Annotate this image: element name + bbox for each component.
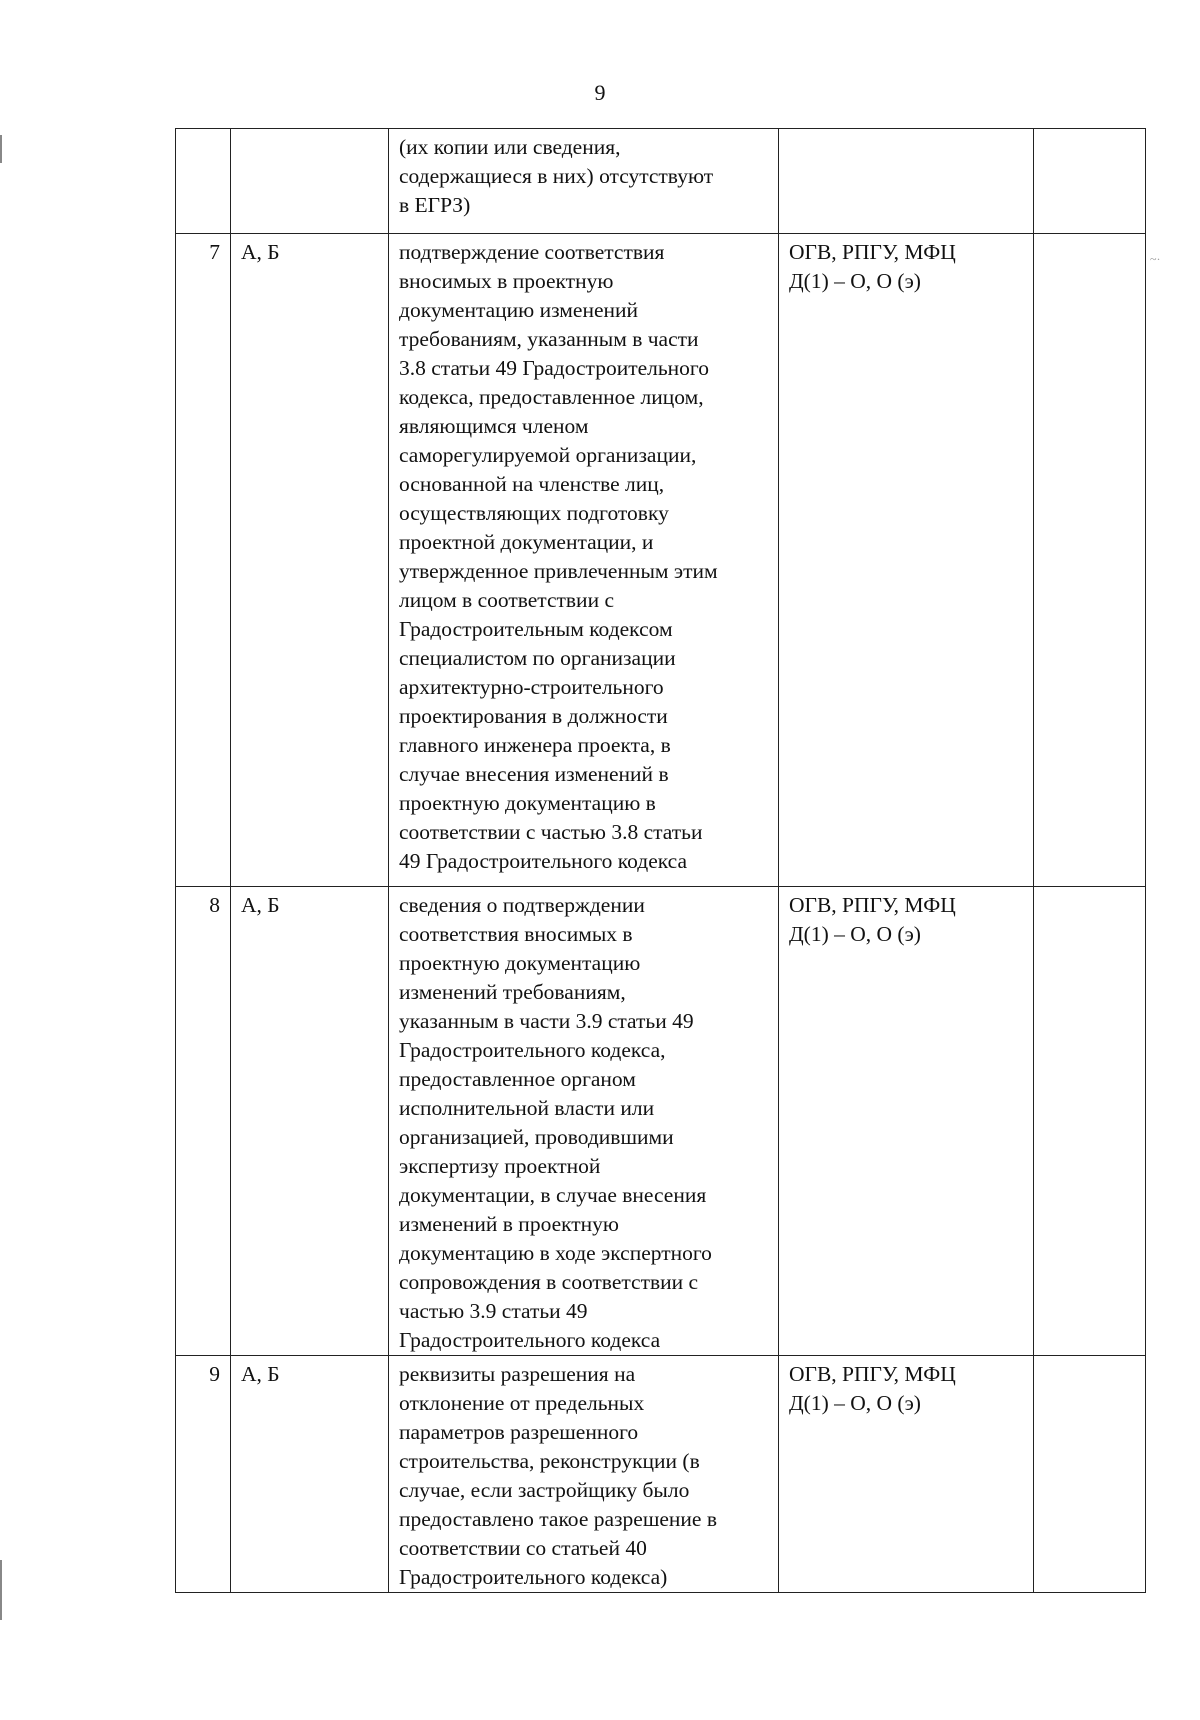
description-line: исполнительной власти или: [399, 1096, 655, 1120]
description-line: соответствии со статьей 40: [399, 1536, 647, 1560]
submission-method-cell: [779, 1356, 1034, 1593]
description-line: проектирования в должности: [399, 704, 668, 728]
description-line: 3.8 статьи 49 Градостроительного: [399, 356, 709, 380]
table-row: [176, 129, 1146, 234]
description-line: сопровождения в соответствии с: [399, 1270, 699, 1294]
description-line: главного инженера проекта, в: [399, 733, 671, 757]
applicant-category-cell: [231, 129, 389, 234]
extra-cell: [1034, 887, 1146, 1356]
table-row: [176, 234, 1146, 887]
description-line: утвержденное привлеченным этим: [399, 559, 718, 583]
submission-form: Д(1) – О, О (э): [789, 1391, 921, 1415]
description-line: сведения о подтверждении: [399, 893, 645, 917]
document-table: [175, 128, 1146, 1593]
applicant-category-cell: А, Б: [231, 887, 389, 1356]
description-line: (их копии или сведения,: [399, 135, 621, 159]
description-line: Градостроительным кодексом: [399, 617, 673, 641]
description-line: требованиям, указанным в части: [399, 327, 699, 351]
submission-form: Д(1) – О, О (э): [789, 922, 921, 946]
description-line: документацию в ходе экспертного: [399, 1241, 712, 1265]
extra-cell: [1034, 234, 1146, 887]
description-line: строительства, реконструкции (в: [399, 1449, 700, 1473]
description-line: вносимых в проектную: [399, 269, 614, 293]
document-description-cell: [389, 129, 779, 234]
scan-margin-mark-bottom: [0, 1560, 2, 1620]
description-line: соответствия вносимых в: [399, 922, 633, 946]
description-line: случае внесения изменений в: [399, 762, 669, 786]
row-number-cell: [176, 129, 231, 234]
description-line: лицом в соответствии с: [399, 588, 614, 612]
page-number: 9: [594, 80, 606, 105]
description-line: частью 3.9 статьи 49: [399, 1299, 588, 1323]
description-line: соответствии с частью 3.8 статьи: [399, 820, 703, 844]
description-line: документации, в случае внесения: [399, 1183, 707, 1207]
description-line: специалистом по организации: [399, 646, 676, 670]
row-number-cell: 9: [176, 1356, 231, 1593]
description-line: проектной документации, и: [399, 530, 654, 554]
description-line: предоставлено такое разрешение в: [399, 1507, 717, 1531]
description-line: изменений в проектную: [399, 1212, 619, 1236]
description-line: Градостроительного кодекса: [399, 1328, 661, 1352]
description-line: 49 Градостроительного кодекса: [399, 849, 688, 873]
description-line: основанной на членстве лиц,: [399, 472, 665, 496]
extra-cell: [1034, 129, 1146, 234]
description-line: архитектурно-строительного: [399, 675, 664, 699]
description-line: Градостроительного кодекса,: [399, 1038, 666, 1062]
submission-channels: ОГВ, РПГУ, МФЦ: [789, 1362, 956, 1386]
document-description-cell: [389, 1356, 779, 1593]
description-line: случае, если застройщику было: [399, 1478, 690, 1502]
description-line: предоставленное органом: [399, 1067, 636, 1091]
description-line: отклонение от предельных: [399, 1391, 645, 1415]
description-line: проектную документацию в: [399, 791, 656, 815]
description-line: Градостроительного кодекса): [399, 1565, 668, 1589]
row-number-cell: 8: [176, 887, 231, 1356]
description-line: изменений требованиям,: [399, 980, 626, 1004]
description-line: документацию изменений: [399, 298, 639, 322]
submission-method-cell: [779, 129, 1034, 234]
description-line: проектную документацию: [399, 951, 641, 975]
description-line: в ЕГРЗ): [399, 193, 471, 217]
table-row: [176, 887, 1146, 1356]
submission-form: Д(1) – О, О (э): [789, 269, 921, 293]
description-line: параметров разрешенного: [399, 1420, 639, 1444]
description-line: подтверждение соответствия: [399, 240, 665, 264]
applicant-category-cell: А, Б: [231, 1356, 389, 1593]
description-line: осуществляющих подготовку: [399, 501, 669, 525]
scan-margin-mark-top: [0, 135, 2, 163]
description-line: указанным в части 3.9 статьи 49: [399, 1009, 694, 1033]
description-line: экспертизу проектной: [399, 1154, 601, 1178]
description-line: реквизиты разрешения на: [399, 1362, 636, 1386]
row-number-cell: 7: [176, 234, 231, 887]
extra-cell: [1034, 1356, 1146, 1593]
submission-method-cell: [779, 234, 1034, 887]
description-line: кодекса, предоставленное лицом,: [399, 385, 704, 409]
description-line: организацией, проводившими: [399, 1125, 674, 1149]
scan-artifact-mark: ~·: [1150, 252, 1161, 266]
applicant-category-cell: А, Б: [231, 234, 389, 887]
submission-channels: ОГВ, РПГУ, МФЦ: [789, 240, 956, 264]
description-line: содержащиеся в них) отсутствуют: [399, 164, 714, 188]
description-line: являющимся членом: [399, 414, 589, 438]
submission-channels: ОГВ, РПГУ, МФЦ: [789, 893, 956, 917]
document-description-cell: [389, 887, 779, 1356]
description-line: саморегулируемой организации,: [399, 443, 697, 467]
table-row: [176, 1356, 1146, 1593]
submission-method-cell: [779, 887, 1034, 1356]
document-description-cell: [389, 234, 779, 887]
